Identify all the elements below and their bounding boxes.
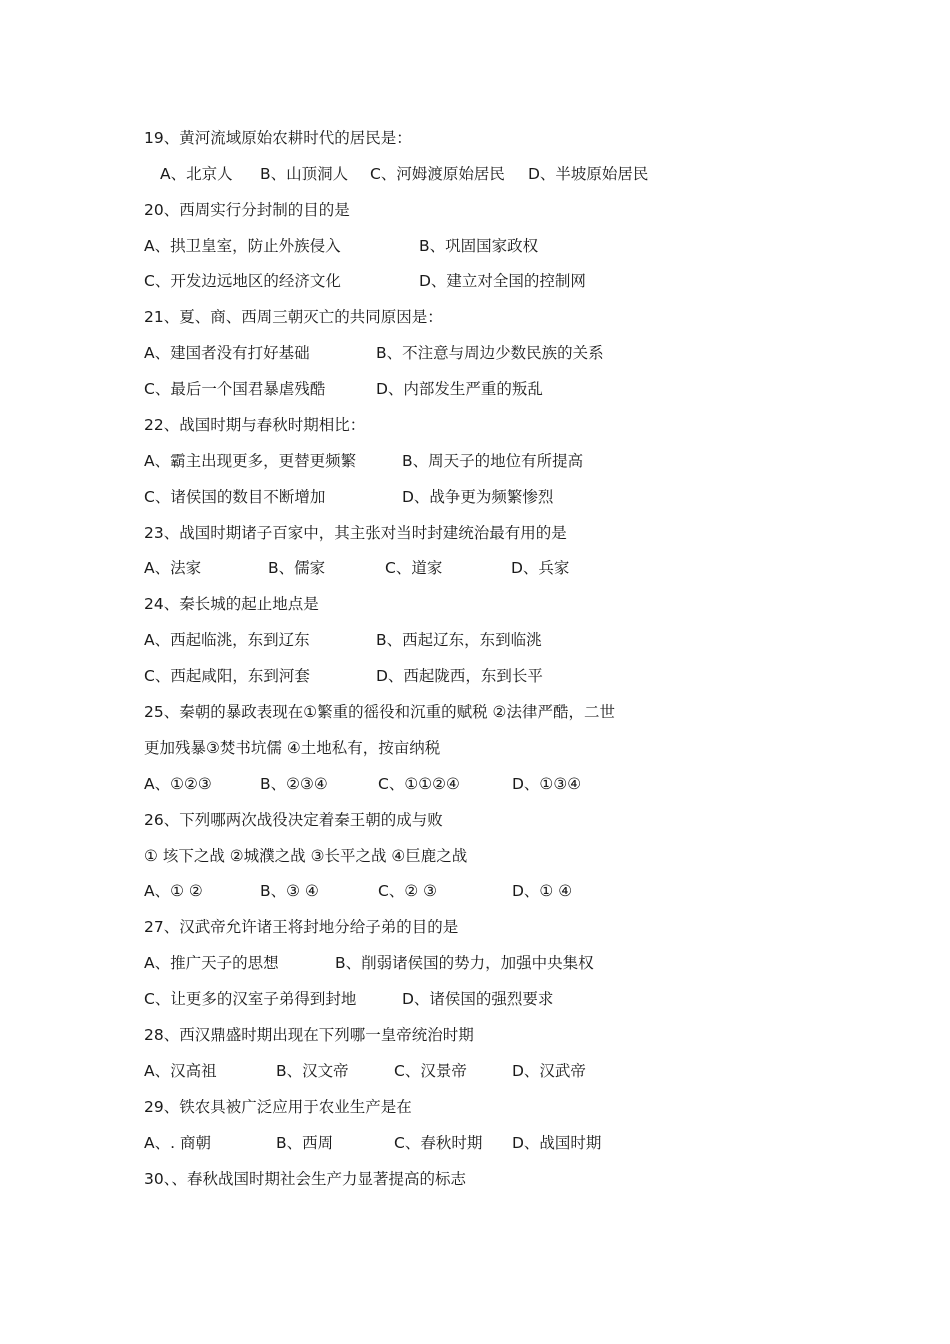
- option-a: A、法家: [144, 559, 202, 577]
- question-25-options: [144, 772, 581, 796]
- option-b: B、巩固国家政权: [419, 237, 539, 255]
- option-b: B、汉文帝: [276, 1062, 349, 1080]
- option-b: B、周天子的地位有所提高: [402, 452, 584, 470]
- question-27-options-row-2: [144, 987, 553, 1011]
- question-22-options-row-1: [144, 449, 583, 473]
- question-23-options: [144, 556, 569, 580]
- option-c: C、汉景帝: [394, 1062, 467, 1080]
- question-20-options-row-2: [144, 269, 586, 293]
- question-28-stem: 28、西汉鼎盛时期出现在下列哪一皇帝统治时期: [144, 1026, 474, 1044]
- option-d: D、战争更为频繁惨烈: [402, 488, 554, 506]
- question-30-stem: 30、、春秋战国时期社会生产力显著提高的标志: [144, 1170, 466, 1188]
- option-d: D、半坡原始居民: [528, 165, 649, 183]
- option-a: A、拱卫皇室，防止外族侵入: [144, 237, 341, 255]
- option-d: D、诸侯国的强烈要求: [402, 990, 554, 1008]
- option-b: B、儒家: [268, 559, 326, 577]
- question-27-stem: 27、汉武帝允许诸王将封地分给子弟的目的是: [144, 918, 459, 936]
- option-b: B、西起辽东，东到临洮: [376, 631, 542, 649]
- option-c: C、①①②④: [378, 775, 460, 793]
- option-b: B、削弱诸侯国的势力，加强中央集权: [335, 954, 594, 972]
- question-25-stem: 25、秦朝的暴政表现在①繁重的徭役和沉重的赋税 ②法律严酷，二世: [144, 703, 615, 721]
- option-c: C、春秋时期: [394, 1134, 483, 1152]
- option-d: D、西起陇西，东到长平: [376, 667, 543, 685]
- option-d: D、兵家: [511, 559, 570, 577]
- question-22-options-row-2: [144, 485, 553, 509]
- question-27-options-row-1: [144, 951, 594, 975]
- option-a: A、① ②: [144, 882, 203, 900]
- question-20-stem: 20、西周实行分封制的目的是: [144, 201, 350, 219]
- question-20-options-row-1: [144, 234, 538, 258]
- option-d: D、内部发生严重的叛乱: [376, 380, 543, 398]
- question-19-options: [160, 162, 648, 186]
- option-b: B、山顶洞人: [260, 165, 349, 183]
- question-24-options-row-1: [144, 628, 542, 652]
- option-a: A、建国者没有打好基础: [144, 344, 310, 362]
- option-d: D、① ④: [512, 882, 573, 900]
- question-24-options-row-2: [144, 664, 543, 688]
- option-c: C、开发边远地区的经济文化: [144, 272, 341, 290]
- option-b: B、不注意与周边少数民族的关系: [376, 344, 604, 362]
- question-21-options-row-2: [144, 377, 543, 401]
- option-a: A、推广天子的思想: [144, 954, 279, 972]
- option-b: B、西周: [276, 1134, 334, 1152]
- question-25-stem-continued: 更加残暴③焚书坑儒 ④土地私有，按亩纳税: [144, 739, 441, 757]
- option-a: A、汉高祖: [144, 1062, 217, 1080]
- question-29-options: [144, 1131, 601, 1155]
- question-28-options: [144, 1059, 586, 1083]
- question-26-options: [144, 879, 572, 903]
- option-c: C、诸侯国的数目不断增加: [144, 488, 326, 506]
- question-26-stem-continued: ① 垓下之战 ②城濮之战 ③长平之战 ④巨鹿之战: [144, 847, 468, 865]
- question-19-stem: 19、黄河流域原始农耕时代的居民是：: [144, 129, 412, 147]
- option-d: D、汉武帝: [512, 1062, 586, 1080]
- option-c: C、让更多的汉室子弟得到封地: [144, 990, 357, 1008]
- question-29-stem: 29、铁农具被广泛应用于农业生产是在: [144, 1098, 412, 1116]
- question-23-stem: 23、战国时期诸子百家中，其主张对当时封建统治最有用的是: [144, 524, 567, 542]
- option-c: C、西起咸阳，东到河套: [144, 667, 310, 685]
- option-b: B、②③④: [260, 775, 328, 793]
- question-24-stem: 24、秦长城的起止地点是: [144, 595, 319, 613]
- option-a: A、西起临洮，东到辽东: [144, 631, 310, 649]
- option-a: A、①②③: [144, 775, 212, 793]
- question-22-stem: 22、战国时期与春秋时期相比：: [144, 416, 366, 434]
- question-21-options-row-1: [144, 341, 604, 365]
- option-a: A、. 商朝: [144, 1134, 211, 1152]
- option-d: D、战国时期: [512, 1134, 602, 1152]
- question-21-stem: 21、夏、商、西周三朝灭亡的共同原因是：: [144, 308, 443, 326]
- option-c: C、② ③: [378, 882, 438, 900]
- option-a: A、霸主出现更多，更替更频繁: [144, 452, 357, 470]
- option-a: A、北京人: [160, 165, 233, 183]
- option-c: C、道家: [385, 559, 443, 577]
- option-d: D、建立对全国的控制网: [419, 272, 586, 290]
- option-c: C、河姆渡原始居民: [370, 165, 505, 183]
- option-b: B、③ ④: [260, 882, 319, 900]
- option-c: C、最后一个国君暴虐残酷: [144, 380, 326, 398]
- option-d: D、①③④: [512, 775, 582, 793]
- question-26-stem: 26、下列哪两次战役决定着秦王朝的成与败: [144, 811, 443, 829]
